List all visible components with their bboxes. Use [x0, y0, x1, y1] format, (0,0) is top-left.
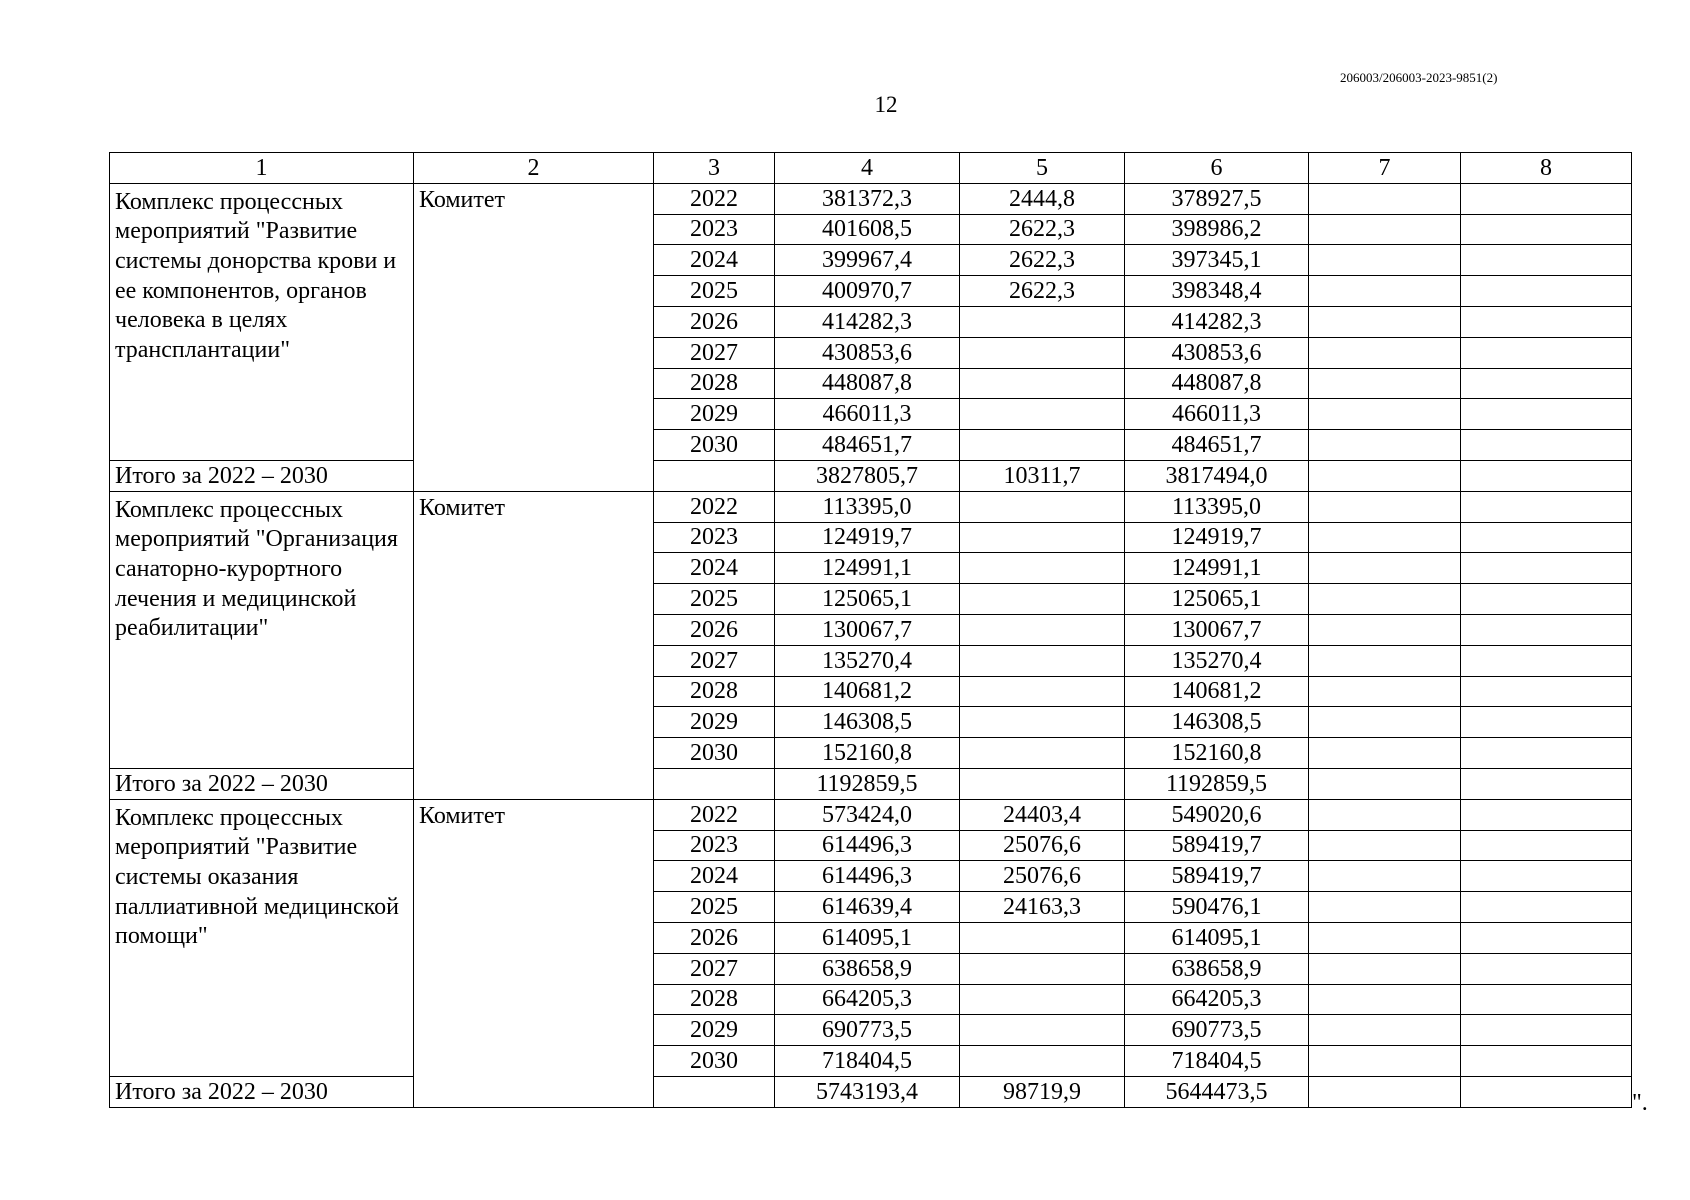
amount-federal-cell: [960, 399, 1125, 430]
col7-cell: [1309, 922, 1461, 953]
year-cell: 2029: [654, 399, 775, 430]
col8-cell: [1461, 1076, 1632, 1107]
amount-regional-cell: 590476,1: [1125, 892, 1309, 923]
total-amount-cell: 1192859,5: [775, 768, 960, 799]
year-cell: 2026: [654, 614, 775, 645]
col8-cell: [1461, 368, 1632, 399]
col8-cell: [1461, 707, 1632, 738]
column-number-row: [110, 153, 1632, 184]
amount-federal-cell: 2622,3: [960, 214, 1125, 245]
col8-cell: [1461, 214, 1632, 245]
amount-total-cell: 614496,3: [775, 830, 960, 861]
amount-federal-cell: 25076,6: [960, 830, 1125, 861]
total-row: [110, 460, 1632, 491]
amount-total-cell: 146308,5: [775, 707, 960, 738]
total-amount-cell: 5743193,4: [775, 1076, 960, 1107]
amount-federal-cell: [960, 738, 1125, 769]
amount-federal-cell: [960, 645, 1125, 676]
col8-cell: [1461, 1046, 1632, 1077]
amount-federal-cell: [960, 553, 1125, 584]
total-regional-cell: 1192859,5: [1125, 768, 1309, 799]
col7-cell: [1309, 676, 1461, 707]
year-cell: 2024: [654, 553, 775, 584]
amount-federal-cell: [960, 337, 1125, 368]
amount-total-cell: 614095,1: [775, 922, 960, 953]
amount-regional-cell: 414282,3: [1125, 306, 1309, 337]
col8-cell: [1461, 183, 1632, 214]
amount-federal-cell: [960, 676, 1125, 707]
col7-cell: [1309, 953, 1461, 984]
amount-total-cell: 124991,1: [775, 553, 960, 584]
year-cell: 2023: [654, 830, 775, 861]
col8-cell: [1461, 245, 1632, 276]
amount-federal-cell: [960, 953, 1125, 984]
col8-cell: [1461, 399, 1632, 430]
total-federal-cell: 10311,7: [960, 460, 1125, 491]
col8-cell: [1461, 337, 1632, 368]
responsible-cell: Комитет: [414, 799, 654, 1107]
year-cell: 2024: [654, 245, 775, 276]
col7-cell: [1309, 1046, 1461, 1077]
col7-cell: [1309, 276, 1461, 307]
responsible-cell: Комитет: [414, 183, 654, 491]
amount-total-cell: 113395,0: [775, 491, 960, 522]
col8-cell: [1461, 553, 1632, 584]
amount-total-cell: 614496,3: [775, 861, 960, 892]
amount-federal-cell: [960, 306, 1125, 337]
amount-regional-cell: 549020,6: [1125, 799, 1309, 830]
amount-regional-cell: 664205,3: [1125, 984, 1309, 1015]
amount-federal-cell: [960, 707, 1125, 738]
amount-regional-cell: 125065,1: [1125, 584, 1309, 615]
year-cell: 2022: [654, 491, 775, 522]
col7-cell: [1309, 399, 1461, 430]
col7-cell: [1309, 645, 1461, 676]
document-id: 206003/206003-2023-9851(2): [1340, 70, 1498, 85]
table-row: [110, 799, 1632, 830]
amount-regional-cell: 718404,5: [1125, 1046, 1309, 1077]
amount-federal-cell: 2444,8: [960, 183, 1125, 214]
total-label: Итого за 2022 – 2030: [110, 460, 414, 491]
year-cell: 2030: [654, 430, 775, 461]
total-federal-cell: [960, 768, 1125, 799]
col8-cell: [1461, 768, 1632, 799]
year-cell: 2025: [654, 276, 775, 307]
amount-total-cell: 124919,7: [775, 522, 960, 553]
col7-cell: [1309, 768, 1461, 799]
amount-regional-cell: 690773,5: [1125, 1015, 1309, 1046]
amount-regional-cell: 430853,6: [1125, 337, 1309, 368]
amount-regional-cell: 466011,3: [1125, 399, 1309, 430]
year-cell: 2023: [654, 214, 775, 245]
col8-cell: [1461, 830, 1632, 861]
col7-cell: [1309, 245, 1461, 276]
amount-regional-cell: 398348,4: [1125, 276, 1309, 307]
year-cell: 2027: [654, 953, 775, 984]
amount-regional-cell: 397345,1: [1125, 245, 1309, 276]
col8-cell: [1461, 799, 1632, 830]
amount-federal-cell: 25076,6: [960, 861, 1125, 892]
col7-cell: [1309, 183, 1461, 214]
activity-name-cell: Комплекс процессных мероприятий "Развитие системы донорства крови и ее компонентов, органов человека в целях трансплантации": [110, 183, 414, 460]
year-cell: 2025: [654, 892, 775, 923]
col8-cell: [1461, 522, 1632, 553]
amount-federal-cell: [960, 1046, 1125, 1077]
amount-regional-cell: 614095,1: [1125, 922, 1309, 953]
total-label: Итого за 2022 – 2030: [110, 768, 414, 799]
col7-cell: [1309, 738, 1461, 769]
amount-regional-cell: 124919,7: [1125, 522, 1309, 553]
amount-federal-cell: 2622,3: [960, 245, 1125, 276]
total-row: [110, 768, 1632, 799]
amount-regional-cell: 152160,8: [1125, 738, 1309, 769]
amount-total-cell: 614639,4: [775, 892, 960, 923]
column-number: 2: [414, 153, 654, 184]
year-cell: 2022: [654, 799, 775, 830]
amount-federal-cell: [960, 584, 1125, 615]
column-number: 1: [110, 153, 414, 184]
col7-cell: [1309, 214, 1461, 245]
year-cell: [654, 460, 775, 491]
table-row: [110, 183, 1632, 214]
col7-cell: [1309, 1015, 1461, 1046]
year-cell: 2030: [654, 738, 775, 769]
col8-cell: [1461, 738, 1632, 769]
col8-cell: [1461, 306, 1632, 337]
column-number: 4: [775, 153, 960, 184]
total-regional-cell: 3817494,0: [1125, 460, 1309, 491]
col8-cell: [1461, 676, 1632, 707]
column-number: 6: [1125, 153, 1309, 184]
amount-federal-cell: [960, 984, 1125, 1015]
col7-cell: [1309, 892, 1461, 923]
amount-total-cell: 414282,3: [775, 306, 960, 337]
year-cell: [654, 1076, 775, 1107]
amount-total-cell: 399967,4: [775, 245, 960, 276]
col7-cell: [1309, 337, 1461, 368]
amount-regional-cell: 135270,4: [1125, 645, 1309, 676]
total-regional-cell: 5644473,5: [1125, 1076, 1309, 1107]
year-cell: 2023: [654, 522, 775, 553]
year-cell: 2024: [654, 861, 775, 892]
amount-total-cell: 718404,5: [775, 1046, 960, 1077]
col8-cell: [1461, 584, 1632, 615]
amount-regional-cell: 398986,2: [1125, 214, 1309, 245]
amount-regional-cell: 140681,2: [1125, 676, 1309, 707]
col7-cell: [1309, 984, 1461, 1015]
table-body: [110, 153, 1632, 1108]
amount-federal-cell: [960, 1015, 1125, 1046]
year-cell: 2022: [654, 183, 775, 214]
amount-total-cell: 466011,3: [775, 399, 960, 430]
amount-total-cell: 401608,5: [775, 214, 960, 245]
amount-total-cell: 125065,1: [775, 584, 960, 615]
amount-regional-cell: 124991,1: [1125, 553, 1309, 584]
col7-cell: [1309, 584, 1461, 615]
page-number: 12: [874, 92, 898, 117]
amount-federal-cell: [960, 491, 1125, 522]
amount-total-cell: 430853,6: [775, 337, 960, 368]
col7-cell: [1309, 491, 1461, 522]
amount-total-cell: 130067,7: [775, 614, 960, 645]
year-cell: 2028: [654, 676, 775, 707]
total-amount-cell: 3827805,7: [775, 460, 960, 491]
amount-federal-cell: 24163,3: [960, 892, 1125, 923]
activity-name-cell: Комплекс процессных мероприятий "Развитие системы оказания паллиативной медицинской помощи": [110, 799, 414, 1076]
closing-quote-mark: ".: [1632, 1090, 1648, 1116]
year-cell: 2027: [654, 337, 775, 368]
amount-regional-cell: 113395,0: [1125, 491, 1309, 522]
col8-cell: [1461, 922, 1632, 953]
amount-federal-cell: [960, 522, 1125, 553]
col7-cell: [1309, 861, 1461, 892]
col7-cell: [1309, 799, 1461, 830]
year-cell: [654, 768, 775, 799]
col8-cell: [1461, 984, 1632, 1015]
col7-cell: [1309, 830, 1461, 861]
amount-total-cell: 135270,4: [775, 645, 960, 676]
amount-total-cell: 381372,3: [775, 183, 960, 214]
year-cell: 2029: [654, 1015, 775, 1046]
total-label: Итого за 2022 – 2030: [110, 1076, 414, 1107]
amount-total-cell: 484651,7: [775, 430, 960, 461]
col7-cell: [1309, 368, 1461, 399]
amount-regional-cell: 589419,7: [1125, 830, 1309, 861]
col8-cell: [1461, 645, 1632, 676]
col7-cell: [1309, 430, 1461, 461]
col8-cell: [1461, 430, 1632, 461]
col7-cell: [1309, 553, 1461, 584]
amount-total-cell: 400970,7: [775, 276, 960, 307]
amount-federal-cell: 24403,4: [960, 799, 1125, 830]
amount-regional-cell: 146308,5: [1125, 707, 1309, 738]
amount-total-cell: 140681,2: [775, 676, 960, 707]
amount-federal-cell: [960, 614, 1125, 645]
col8-cell: [1461, 892, 1632, 923]
amount-regional-cell: 589419,7: [1125, 861, 1309, 892]
year-cell: 2029: [654, 707, 775, 738]
total-row: [110, 1076, 1632, 1107]
column-number: 5: [960, 153, 1125, 184]
amount-federal-cell: [960, 922, 1125, 953]
amount-federal-cell: [960, 368, 1125, 399]
col8-cell: [1461, 491, 1632, 522]
table-row: [110, 491, 1632, 522]
total-federal-cell: 98719,9: [960, 1076, 1125, 1107]
col7-cell: [1309, 306, 1461, 337]
column-number: 7: [1309, 153, 1461, 184]
col8-cell: [1461, 614, 1632, 645]
col8-cell: [1461, 460, 1632, 491]
budget-table: [109, 152, 1632, 1108]
amount-regional-cell: 638658,9: [1125, 953, 1309, 984]
amount-regional-cell: 484651,7: [1125, 430, 1309, 461]
activity-name-cell: Комплекс процессных мероприятий "Организация санаторно-курортного лечения и медицинской реабилитации": [110, 491, 414, 768]
year-cell: 2028: [654, 984, 775, 1015]
amount-total-cell: 448087,8: [775, 368, 960, 399]
year-cell: 2025: [654, 584, 775, 615]
col8-cell: [1461, 953, 1632, 984]
year-cell: 2027: [654, 645, 775, 676]
col7-cell: [1309, 460, 1461, 491]
year-cell: 2030: [654, 1046, 775, 1077]
amount-regional-cell: 448087,8: [1125, 368, 1309, 399]
col8-cell: [1461, 861, 1632, 892]
amount-federal-cell: 2622,3: [960, 276, 1125, 307]
year-cell: 2026: [654, 306, 775, 337]
column-number: 3: [654, 153, 775, 184]
col7-cell: [1309, 522, 1461, 553]
year-cell: 2028: [654, 368, 775, 399]
col8-cell: [1461, 276, 1632, 307]
amount-total-cell: 573424,0: [775, 799, 960, 830]
amount-total-cell: 690773,5: [775, 1015, 960, 1046]
amount-total-cell: 152160,8: [775, 738, 960, 769]
amount-regional-cell: 378927,5: [1125, 183, 1309, 214]
amount-total-cell: 664205,3: [775, 984, 960, 1015]
amount-federal-cell: [960, 430, 1125, 461]
col7-cell: [1309, 707, 1461, 738]
responsible-cell: Комитет: [414, 491, 654, 799]
year-cell: 2026: [654, 922, 775, 953]
amount-regional-cell: 130067,7: [1125, 614, 1309, 645]
col7-cell: [1309, 614, 1461, 645]
amount-total-cell: 638658,9: [775, 953, 960, 984]
col7-cell: [1309, 1076, 1461, 1107]
column-number: 8: [1461, 153, 1632, 184]
col8-cell: [1461, 1015, 1632, 1046]
